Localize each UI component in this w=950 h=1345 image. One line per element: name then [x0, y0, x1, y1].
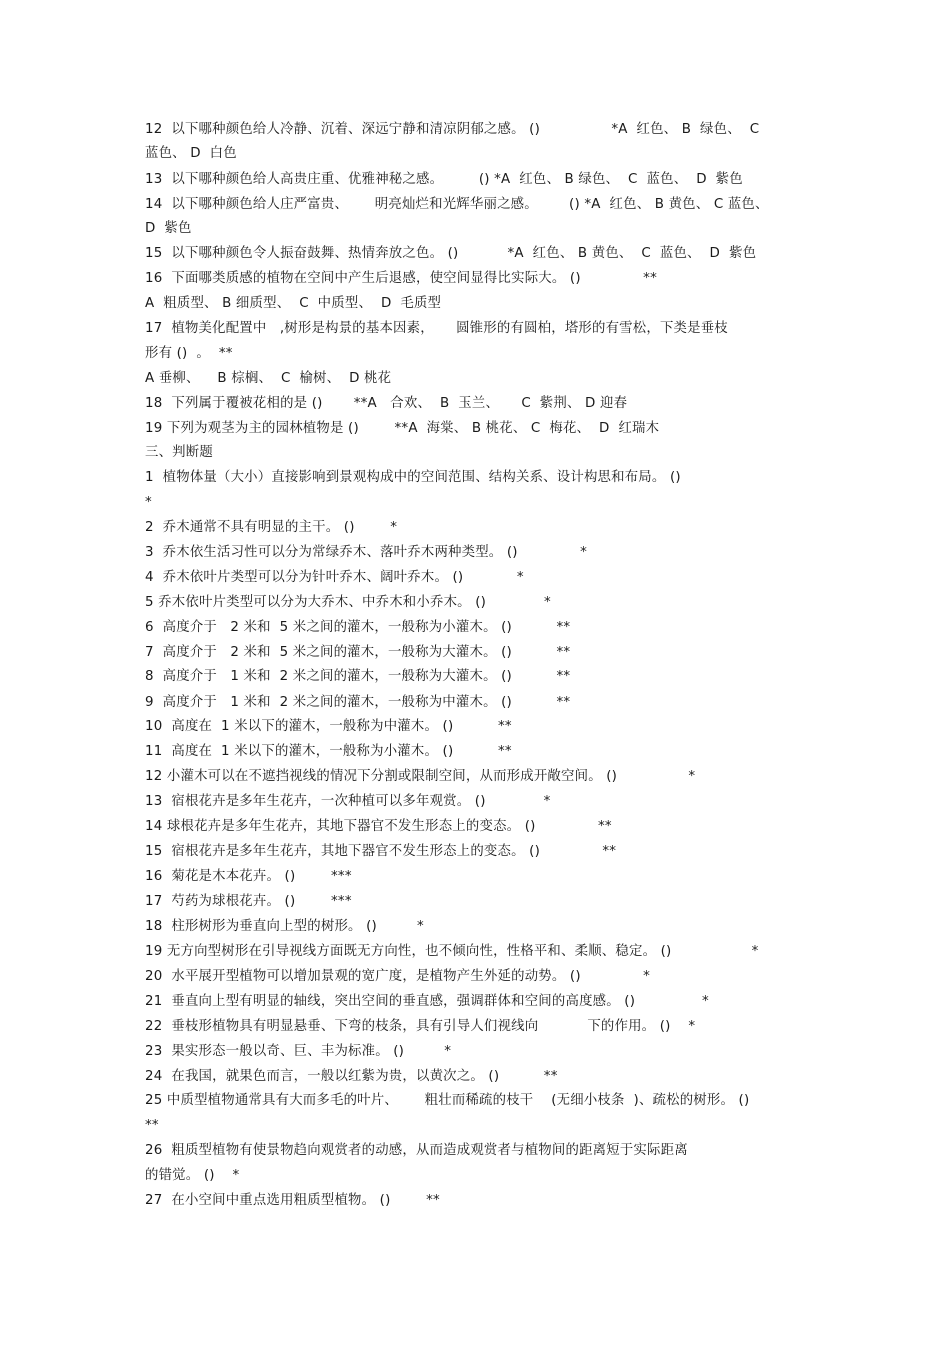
text-line: 17 芍药为球根花卉。 () ***	[145, 894, 352, 909]
text-line: 9 高度介于 1 米和 2 米之间的灌木，一般称为中灌木。 () **	[145, 695, 571, 710]
text-line: **	[145, 1118, 159, 1133]
text-line: 21 垂直向上型有明显的轴线，突出空间的垂直感，强调群体和空间的高度感。 () *	[145, 994, 709, 1009]
text-line: 形有 () 。 **	[145, 346, 233, 361]
text-line: A 粗质型、 B 细质型、 C 中质型、 D 毛质型	[145, 296, 442, 311]
text-line: 14 以下哪种颜色给人庄严富贵、 明亮灿烂和光辉华丽之感。 () *A 红色、 B 黄色、 C 蓝色、	[145, 197, 769, 212]
text-line: 12 以下哪种颜色给人冷静、沉着、深远宁静和清凉阴郁之感。 () *A 红色、 B 绿色、 C	[145, 122, 760, 137]
text-line: *	[145, 495, 152, 510]
text-line: 19 无方向型树形在引导视线方面既无方向性，也不倾向性，性格平和、柔顺、稳定。 () *	[145, 944, 759, 959]
text-line: 的错觉。 () *	[145, 1168, 240, 1183]
text-line: A 垂柳、 B 棕榈、 C 榆树、 D 桃花	[145, 371, 392, 386]
text-line: 1 植物体量（大小）直接影响到景观构成中的空间范围、结构关系、设计构思和布局。 ()	[145, 470, 681, 485]
text-line: 11 高度在 1 米以下的灌木，一般称为小灌木。 () **	[145, 744, 512, 759]
text-line: 15 以下哪种颜色令人振奋鼓舞、热情奔放之色。 () *A 红色、 B 黄色、 C 蓝色、 D 紫色	[145, 246, 757, 261]
text-line: 19 下列为观茎为主的园林植物是 () **A 海棠、 B 桃花、 C 梅花、 D 红瑞木	[145, 421, 660, 436]
text-line: 25 中质型植物通常具有大而多毛的叶片、 粗壮而稀疏的枝干 (无细小枝条 )、疏松的树形。 ()	[145, 1093, 750, 1108]
text-line: 16 菊花是木本花卉。 () ***	[145, 869, 352, 884]
text-line: 16 下面哪类质感的植物在空间中产生后退感，使空间显得比实际大。 () **	[145, 271, 657, 286]
text-line: 10 高度在 1 米以下的灌木，一般称为中灌木。 () **	[145, 719, 512, 734]
text-line: 蓝色、 D 白色	[145, 146, 237, 161]
text-line: 3 乔木依生活习性可以分为常绿乔木、落叶乔木两种类型。 () *	[145, 545, 587, 560]
text-line: 22 垂枝形植物具有明显悬垂、下弯的枝条，具有引导人们视线向 下的作用。 () *	[145, 1019, 696, 1034]
text-line: 17 植物美化配置中 ,树形是构景的基本因素， 圆锥形的有圆柏，塔形的有雪松，下类是垂枝	[145, 321, 728, 336]
text-line: 27 在小空间中重点选用粗质型植物。 () **	[145, 1193, 440, 1208]
text-line: 4 乔木依叶片类型可以分为针叶乔木、阔叶乔木。 () *	[145, 570, 524, 585]
text-line: 14 球根花卉是多年生花卉，其地下器官不发生形态上的变态。 () **	[145, 819, 612, 834]
text-line: 6 高度介于 2 米和 5 米之间的灌木，一般称为小灌木。 () **	[145, 620, 571, 635]
text-line: 26 粗质型植物有使景物趋向观赏者的动感，从而造成观赏者与植物间的距离短于实际距离	[145, 1143, 688, 1158]
text-line: D 紫色	[145, 221, 192, 236]
section-heading: 三、判断题	[145, 445, 213, 460]
text-line: 13 宿根花卉是多年生花卉，一次种植可以多年观赏。 () *	[145, 794, 551, 809]
text-line: 24 在我国，就果色而言，一般以红紫为贵，以黄次之。 () **	[145, 1069, 558, 1084]
text-line: 13 以下哪种颜色给人高贵庄重、优雅神秘之感。 () *A 红色、 B 绿色、 C 蓝色、 D 紫色	[145, 172, 743, 187]
text-line: 8 高度介于 1 米和 2 米之间的灌木，一般称为大灌木。 () **	[145, 669, 571, 684]
text-line: 18 下列属于覆被花相的是 () **A 合欢、 B 玉兰、 C 紫荆、 D 迎春	[145, 396, 628, 411]
text-line: 18 柱形树形为垂直向上型的树形。 () *	[145, 919, 424, 934]
text-line: 2 乔木通常不具有明显的主干。 () *	[145, 520, 398, 535]
text-line: 20 水平展开型植物可以增加景观的宽广度，是植物产生外延的动势。 () *	[145, 969, 651, 984]
text-line: 7 高度介于 2 米和 5 米之间的灌木，一般称为大灌木。 () **	[145, 645, 571, 660]
text-line: 15 宿根花卉是多年生花卉，其地下器官不发生形态上的变态。 () **	[145, 844, 617, 859]
text-line: 5 乔木依叶片类型可以分为大乔木、中乔木和小乔木。 () *	[145, 595, 551, 610]
text-line: 12 小灌木可以在不遮挡视线的情况下分割或限制空间，从而形成开敞空间。 () *	[145, 769, 696, 784]
text-line: 23 果实形态一般以奇、巨、丰为标准。 () *	[145, 1044, 452, 1059]
